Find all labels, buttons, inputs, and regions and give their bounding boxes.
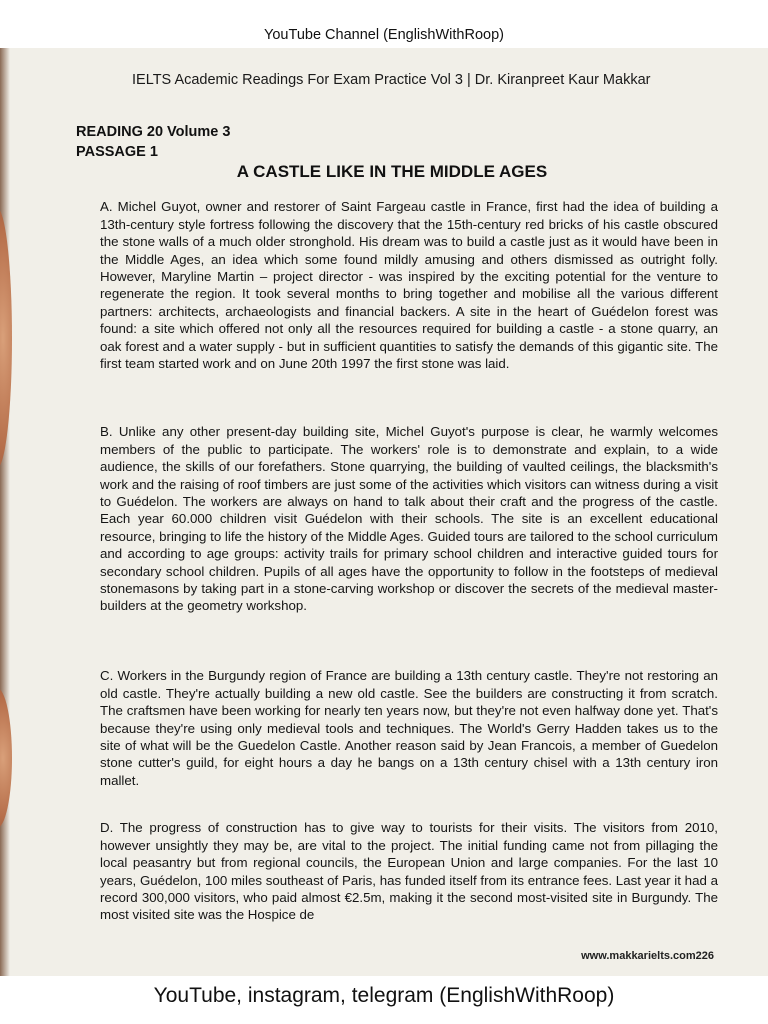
bottom-banner: YouTube, instagram, telegram (EnglishWithRoop) bbox=[0, 976, 768, 1024]
paragraph-d: D. The progress of construction has to give way to tourists for their visits. The visitors from 2010, however unsightly they may be, are vital to the project. The initial funding came not from pillaging the local peasantry but from regional councils, the European Union and large companies. For the last 10 years, Guédelon, 100 miles southeast of Paris, has funded itself from its entrance fees. Last year it had a record 300,000 visitors, who paid almost €2.5m, making it the second most-visited site in Burgundy. The most visited site was the Hospice de bbox=[100, 820, 718, 923]
passage-title: A CASTLE LIKE IN THE MIDDLE AGES bbox=[236, 162, 548, 181]
top-banner: YouTube Channel (EnglishWithRoop) bbox=[0, 0, 768, 50]
reading-label: READING 20 Volume 3 bbox=[76, 124, 231, 140]
book-header: IELTS Academic Readings For Exam Practice Vol 3 | Dr. Kiranpreet Kaur Makkar bbox=[132, 72, 651, 88]
passage-label: PASSAGE 1 bbox=[76, 144, 158, 160]
paragraph-c: C. Workers in the Burgundy region of France are building a 13th century castle. They're not restoring an old castle. They're actually building a new old castle. See the builders are constructing it from scratch. The craftsmen have been working for nearly ten years now, but they're not even halfway done yet. That's because they're using only medieval tools and techniques. The World's Gerry Hadden takes us to the site of what will be the Guedelon Castle. Another reason said by Jean Francois, a member of Guedelon stone cutter's guild, for eight hours a day he bangs on a 13th century chisel with a 13th century iron mallet. bbox=[100, 668, 718, 788]
finger-shadow bbox=[0, 208, 12, 468]
paragraph-b: B. Unlike any other present-day building site, Michel Guyot's purpose is clear, he warmly welcomes members of the public to participate. The workers' role is to demonstrate and explain, to a wide audience, the skills of our forefathers. Stone quarrying, the building of vaulted ceilings, the blacksmith's work and the raising of roof timbers are just some of the activities which visitors can witness during a visit to Guédelon. The workers are always on hand to talk about their craft and the progress of the castle. Each year 60.000 children visit Guédelon with their schools. The site is an excellent educational resource, bringing to life the history of the Middle Ages. Guided tours are tailored to the school curriculum and according to age groups: activity trails for primary school children and interactive guided tours for secondary school children. Pupils of all ages have the opportunity to follow in the footsteps of medieval stonemasons by taking part in a stone-carving workshop or discover the secrets of the medieval master-builders at the geometry workshop. bbox=[100, 424, 718, 614]
scanned-page bbox=[0, 48, 768, 976]
footer-url: www.makkarielts.com226 bbox=[581, 950, 714, 962]
paragraph-a: A. Michel Guyot, owner and restorer of Saint Fargeau castle in France, first had the idea of building a 13th-century style fortress following the discovery that the 15th-century red bricks of his castle obscured the stone walls of a much older stronghold. His dream was to build a castle just as it would have been in the Middle Ages, an idea which some found mildly amusing and others dismissed as outright folly. However, Maryline Martin – project director - was inspired by the exciting potential for the venture to regenerate the region. It took several months to bring together and mobilise all the various different partners: architects, archaeologists and financial backers. A site in the heart of Guédelon forest was found: a site which offered not only all the resources required for building a castle - a stone quarry, an oak forest and a water supply - but in sufficient quantities to satisfy the demands of this gigantic site. The first team started work and on June 20th 1997 the first stone was laid. bbox=[100, 199, 718, 371]
finger-shadow bbox=[0, 688, 12, 828]
